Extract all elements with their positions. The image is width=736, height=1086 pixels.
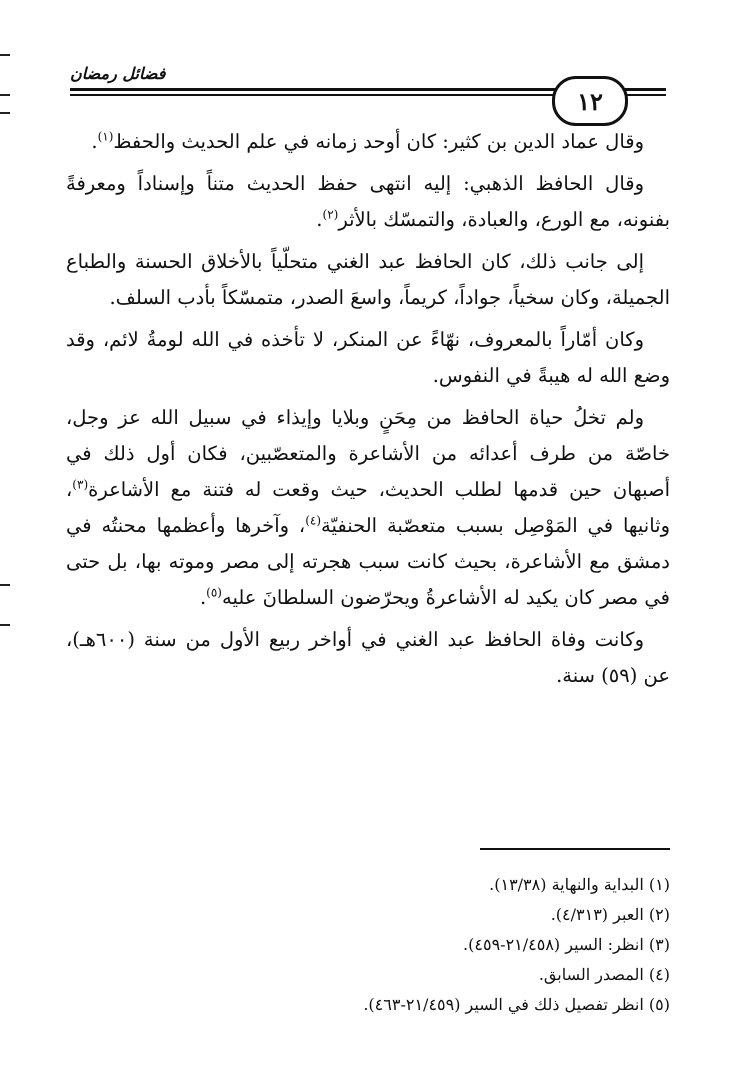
margin-tick — [0, 112, 10, 114]
paragraph: وكان أمّاراً بالمعروف، نهّاءً عن المنكر، لا تأخذه في الله لومةُ لائم، وقد وضع الله له هيبةً في النفوس. — [66, 328, 670, 387]
paragraph: وكانت وفاة الحافظ عبد الغني في أواخر ربيع الأول من سنة (٦٠٠هـ)، عن (٥٩) سنة. — [66, 628, 670, 687]
page-number: ١٢ — [552, 76, 628, 126]
paragraph: ولم تخلُ حياة الحافظ من مِحَنٍ وبلايا وإيذاء في سبيل الله عز وجل، خاصّة من طرف أعدائه من الأشاعرة والمتعصّبين، فكان أول ذلك في أصبهان حين قدمها لطلب الحديث، حيث وقعت له فتنة مع الأشاعرة$^{(٣)}$، وثانيها في المَوْصِل بسبب متعصّبة الحنفيّة$^{(٤)}$، وآخرها وأعظمها محنتُه في دمشق مع الأشاعرة، بحيث كانت سبب هجرته إلى مصر وموته بها، بل حتى في مصر كان يكيد له الأشاعرةُ ويحرّضون السلطانَ عليه$^{(٥)}$. — [66, 406, 670, 609]
running-title: فضائل رمضان — [70, 64, 166, 83]
footnote-marker: (٢) — [322, 207, 339, 222]
margin-tick — [0, 584, 10, 586]
footnote: (٤) المصدر السابق. — [538, 965, 670, 984]
footnote-marker: (٣) — [72, 477, 89, 492]
footnote-marker: (٥) — [206, 585, 222, 600]
margin-tick — [0, 54, 10, 56]
footnote: (٣) انظر: السير (٢١/٤٥٨-٤٥٩). — [463, 935, 670, 954]
paragraph: وقال عماد الدين بن كثير: كان أوحد زمانه في علم الحديث والحفظ$^{(١)}$. — [91, 129, 644, 153]
footnote-separator — [480, 848, 670, 850]
paragraph: إلى جانب ذلك، كان الحافظ عبد الغني متحلّياً بالأخلاق الحسنة والطباع الجميلة، وكان سخياً، جواداً، كريماً، واسعَ الصدر، متمسّكاً بأدب السلف. — [66, 250, 670, 309]
footnote: (١) البداية والنهاية (١٣/٣٨). — [489, 875, 670, 894]
footnote: (٢) العبر (٤/٣١٣). — [550, 905, 670, 924]
footnote-marker: (١) — [97, 129, 114, 144]
footnote: (٥) انظر تفصيل ذلك في السير (٢١/٤٥٩-٤٦٣). — [363, 995, 670, 1014]
margin-tick — [0, 624, 10, 626]
body-text — [66, 124, 670, 700]
footnote-marker: (٤) — [305, 513, 322, 528]
paragraph: وقال الحافظ الذهبي: إليه انتهى حفظ الحديث متناً وإسناداً ومعرفةً بفنونه، مع الورع، والعبادة، والتمسّك بالأثر$^{(٢)}$. — [66, 172, 670, 231]
footnotes — [66, 870, 670, 1020]
margin-tick — [0, 94, 10, 96]
